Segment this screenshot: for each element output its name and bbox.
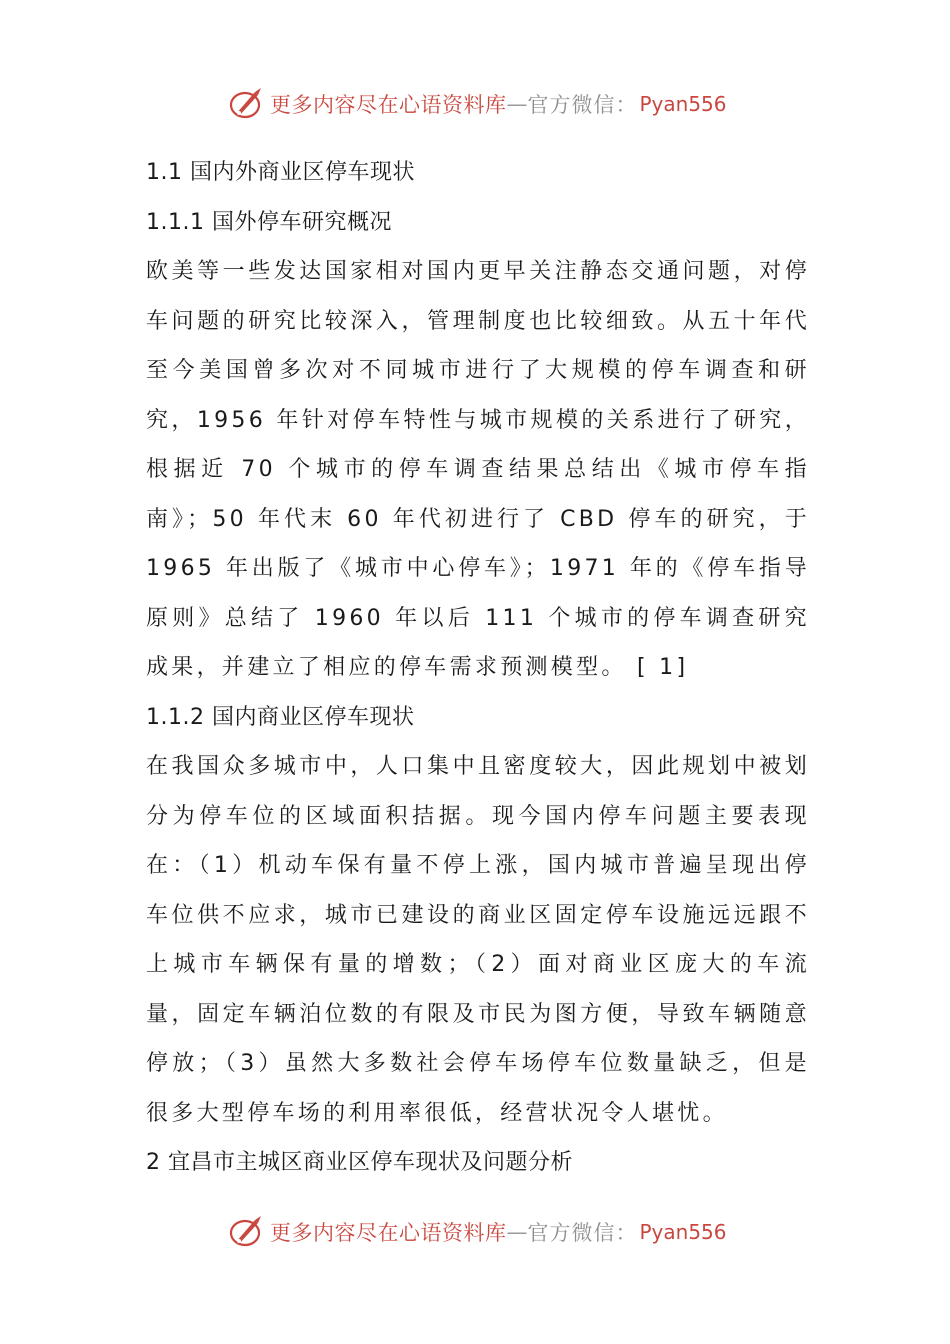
watermark-official-label: 官方微信： bbox=[527, 1221, 638, 1245]
watermark-banner-bottom bbox=[228, 1210, 727, 1254]
watermark-wechat-id: Pyan556 bbox=[639, 92, 727, 116]
heading-1-1-1: 1.1.1 国外停车研究概况 bbox=[146, 209, 392, 235]
heading-1-1: 1.1 国内外商业区停车现状 bbox=[146, 160, 415, 185]
document-body bbox=[146, 148, 810, 1188]
paragraph-foreign-parking: 欧美等一些发达国家相对国内更早关注静态交通问题，对停车问题的研究比较深入，管理制度也比较细致。从五十年代至今美国曾多次对不同城市进行了大规模的停车调查和研究，1956 年针对停车特性与城市规模的关系进行了研究，根据近 70 个城市的停车调查结果总结出《城市停车指南》；50 年代末 60 年代初进行了 CBD 停车的研究，于 1965 年出版了《城市中心停车》；1971 年的《停车指导原则》总结了 1960 年以后 111 个城市的停车调查研究成果，并建立了相应的停车需求预测模型。 [ 1] bbox=[146, 259, 810, 680]
quill-seal-icon bbox=[228, 1214, 264, 1250]
watermark-brand: 更多内容尽在心语资料库 bbox=[270, 93, 507, 117]
watermark-official-label: 官方微信： bbox=[527, 93, 638, 117]
paragraph-domestic-parking: 在我国众多城市中，人口集中且密度较大，因此规划中被划分为停车位的区域面积拮据。现今国内停车问题主要表现在：（1）机动车保有量不停上涨，国内城市普遍呈现出停车位供不应求，城市已建设的商业区固定停车设施远远跟不上城市车辆保有量的增数；（2）面对商业区庞大的车流量，固定车辆泊位数的有限及市民为图方便，导致车辆随意停放；（3）虽然大多数社会停车场停车位数量缺乏，但是很多大型停车场的利用率很低，经营状况令人堪忧。 bbox=[146, 754, 810, 1126]
heading-1-1-2: 1.1.2 国内商业区停车现状 bbox=[146, 704, 415, 730]
watermark-dash: — bbox=[506, 1220, 528, 1244]
watermark-brand: 更多内容尽在心语资料库 bbox=[270, 1221, 507, 1245]
watermark-dash: — bbox=[506, 92, 528, 116]
heading-2: 2 宜昌市主城区商业区停车现状及问题分析 bbox=[146, 1150, 573, 1175]
quill-seal-icon bbox=[228, 86, 264, 122]
watermark-wechat-id: Pyan556 bbox=[639, 1220, 727, 1244]
watermark-banner-top bbox=[228, 82, 727, 126]
